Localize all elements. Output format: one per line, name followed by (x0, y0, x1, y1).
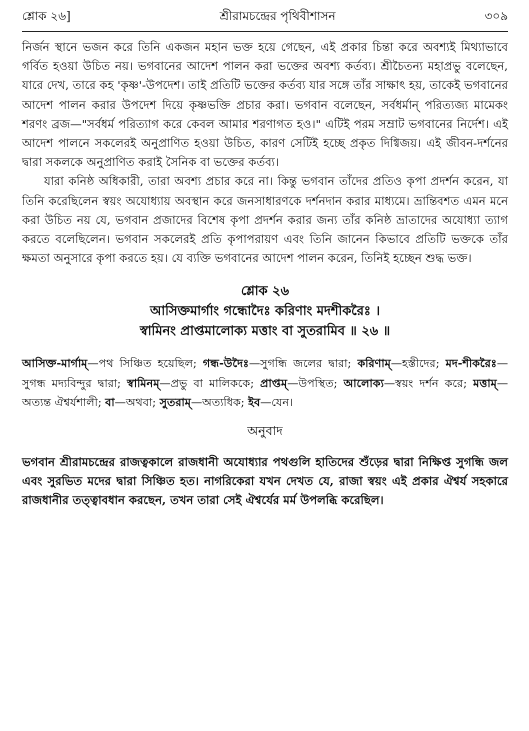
verse-heading: শ্লোক ২৬ (240, 284, 290, 300)
verse-reference: শ্লোক ২৬] (22, 9, 71, 23)
synonym-entry: মদ-শীকরৈঃ—সুগন্ধ মদ্যবিন্দুর দ্বারা; (22, 356, 509, 390)
translation-text: ভগবান শ্রীরামচন্দ্রের রাজত্বকালে রাজধানী অযোধ্যার পথগুলি হাতিদের শুঁড়ের দ্বারা নিক্ষিপ্ত সুগন্ধি জল এবং সুরভিত মদের দ্বারা সিঞ্চিত হত। নাগরিকেরা যখন দেখত যে, রাজা স্বয়ং এই প্রকার ঐশ্বর্য সহকারে রাজধানীর তত্ত্বাবধান করছেন, তখন তারা সেই ঐশ্বর্যের মর্ম উপলব্ধি করেছিল। (22, 454, 508, 507)
synonym-entry: প্রাপ্তম্—উপস্থিত; (260, 375, 338, 390)
verse-line-2: স্বামিনং প্রাপ্তমালোক্য মত্তাং বা সুতরামিব ॥ ২৬ ॥ (139, 324, 391, 340)
synonym-entry: মত্তাম্—অত্যন্ত ঐশ্বর্যশালী; (22, 375, 509, 410)
synonym-entry: করিণাম্—হস্তীদের; (357, 356, 440, 371)
purport-paragraph-1: নির্জন স্থানে ভজন করে তিনি একজন মহান ভক্ত হয়ে গেছেন, এই প্রকার চিন্তা করে অবশ্যই মিথ্যাভাবে গর্বিত হওয়া উচিত নয়। ভগবানের আদেশ পালন করা ভক্তের অবশ্য কর্তব্য। শ্রীচৈতন্য মহাপ্রভু বলেছেন, যারে দেখ, তারে কহ 'কৃষ্ণ'-উপদেশ। তাই প্রতিটি ভক্তের কর্তব্য যার সঙ্গে তাঁর সাক্ষাৎ হয়, তাকেই ভগবানের আদেশ পালন করার উপদেশ দিয়ে কৃষ্ণভক্তি প্রচার করা। ভগবান বলেছেন, সর্বধর্মান্ পরিত্যজ্য মামেকং শরণং ব্রজ—"সর্বধর্ম পরিত্যাগ করে কেবল আমার শরণাগত হও।" এটিই পরম সম্রাট ভগবানের নির্দেশ। এই আদেশ পালনে সকলেরই অনুপ্রাণিত হওয়া উচিত, কারণ সেটিই হচ্ছে প্রকৃত দিগ্বিজয়। এই জীবন-দর্শনের দ্বারা সকলকে অনুপ্রাণিত করাই সৈনিক বা ভক্তের কর্তব্য। (22, 40, 508, 170)
verse-line-1: আসিক্তমার্গাং গন্ধোদৈঃ করিণাং মদশীকরৈঃ । (149, 304, 381, 320)
synonym-entry: আলোক্য—স্বয়ং দর্শন করে; (343, 375, 467, 390)
page-number: ৩০৯ (484, 9, 508, 23)
synonym-entry: আসিক্ত-মার্গাম্—পথ সিঞ্চিত হয়েছিল; (22, 356, 197, 371)
book-page (22, 8, 508, 521)
purport-paragraph-2: যারা কনিষ্ঠ অধিকারী, তারা অবশ্য প্রচার করে না। কিন্তু ভগবান তাঁদের প্রতিও কৃপা প্রদর্শন করেন, যা তিনি করেছিলেন স্বয়ং অযোধ্যায় অবস্থান করে জনসাধারণকে দর্শনদান করার মাধ্যমে। ভ্রান্তিবশত এমন মনে করা উচিত নয় যে, ভগবান প্রজাদের বিশেষ কৃপা প্রদর্শন করার জন্য তাঁর কনিষ্ঠ ভ্রাতাদের অযোধ্যা ত্যাগ করতে বলেছিলেন। ভগবান সকলেরই প্রতি কৃপাপরায়ণ এবং তিনি জানেন কিভাবে প্রতিটি ভক্তকে তাঁর ক্ষমতা অনুসারে কৃপা করতে হয়। যে ব্যক্তি ভগবানের আদেশ পালন করেন, তিনিই হচ্ছেন শুদ্ধ ভক্ত। (22, 174, 508, 266)
synonym-entry: স্বামিনম্—প্রভু বা মালিককে; (127, 375, 254, 390)
synonym-entry: ইব—যেন। (248, 395, 294, 410)
page-header (22, 8, 508, 32)
synonym-entry: গন্ধ-উদৈঃ—সুগন্ধি জলের দ্বারা; (202, 356, 352, 371)
synonyms (22, 354, 508, 413)
synonym-entry: সুতরাম্—অত্যধিক; (159, 395, 245, 410)
chapter-title: শ্রীরামচন্দ্রের পৃথিবীশাসন (219, 9, 336, 23)
translation-heading: অনুবাদ (247, 422, 283, 438)
synonym-entry: বা—অথবা; (105, 395, 157, 410)
